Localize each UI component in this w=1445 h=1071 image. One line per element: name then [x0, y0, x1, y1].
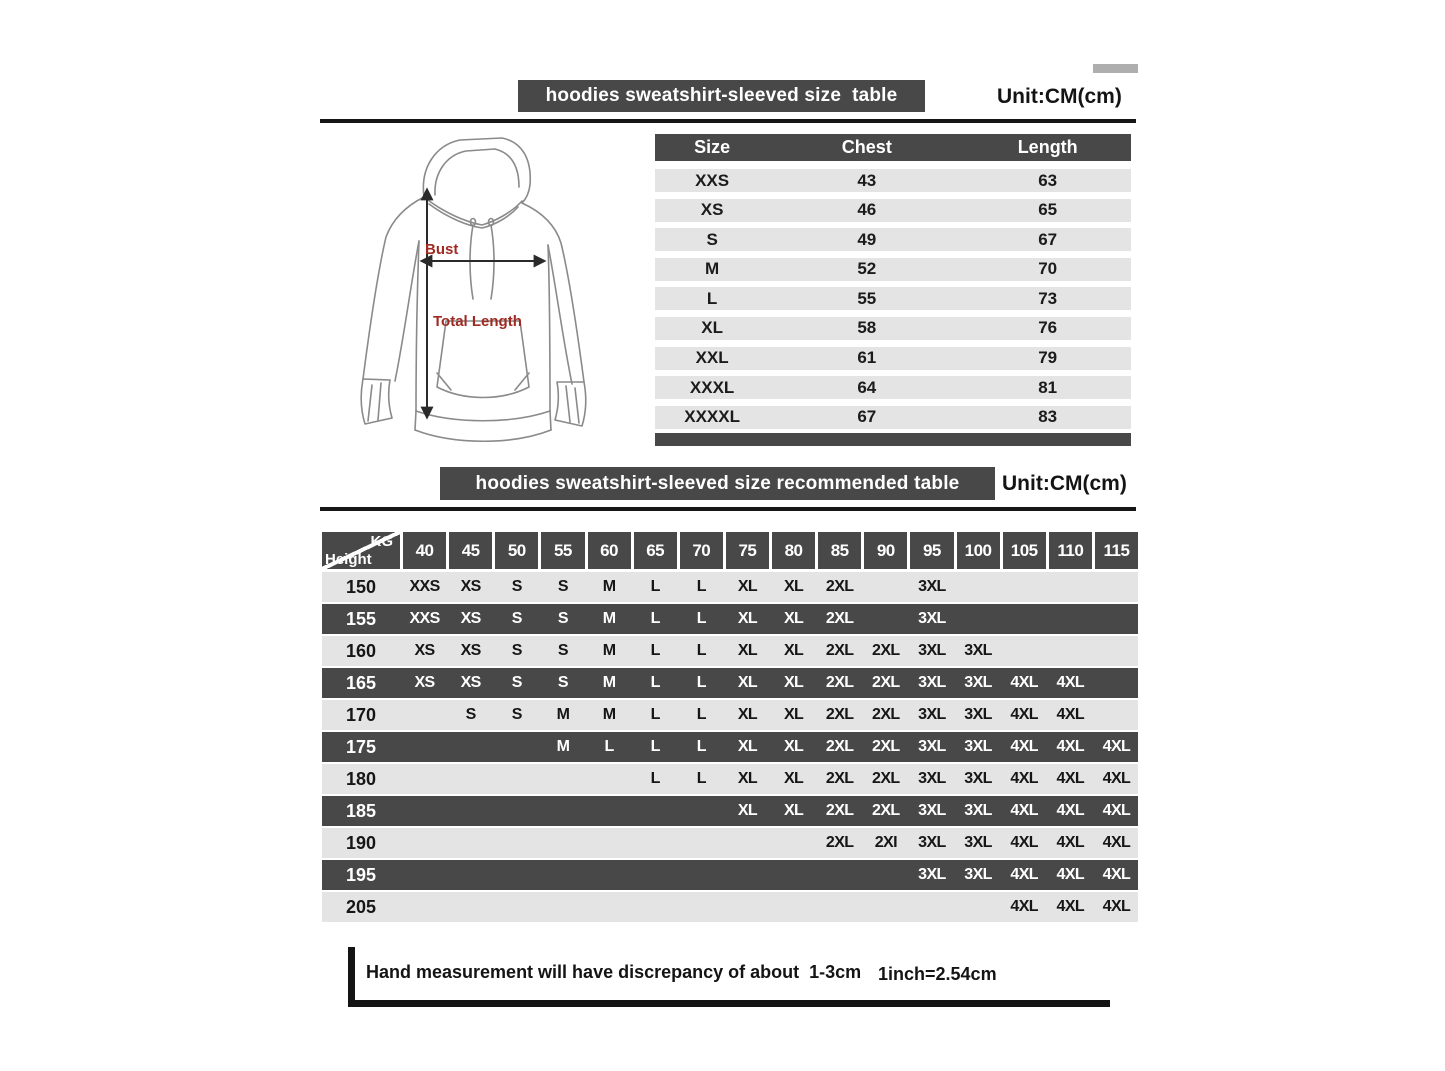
- size-recommendation-cell: 3XL: [964, 866, 992, 883]
- weight-header-cell: 90: [864, 532, 907, 569]
- size-cell-value: XL: [701, 318, 723, 338]
- height-cell: 175: [345, 736, 377, 757]
- size-column-header: Size: [694, 137, 731, 157]
- recommended-row: [322, 604, 1138, 634]
- size-recommendation-cell: 4XL: [1056, 770, 1085, 787]
- size-recommendation-cell: 2XL: [872, 802, 900, 819]
- size-recommendation-cell: 4XL: [1010, 802, 1038, 819]
- footer-bracket-vertical: [348, 947, 355, 1007]
- size-recommendation-cell: L: [604, 738, 614, 755]
- recommended-row: [322, 636, 1138, 666]
- recommended-row: [322, 732, 1138, 762]
- size-table-unit: Unit:CM(cm): [997, 85, 1122, 108]
- size-table-title-bar: [518, 80, 925, 112]
- size-table-body: [655, 169, 1131, 429]
- size-recommendation-cell: L: [696, 770, 706, 787]
- size-recommendation-cell: 4XL: [1010, 834, 1038, 851]
- recommended-row: [322, 700, 1138, 730]
- size-recommendation-cell: 3XL: [918, 834, 946, 851]
- size-recommendation-cell: XS: [460, 642, 481, 659]
- recommended-row: [322, 860, 1138, 890]
- size-cell-value: 76: [1038, 318, 1058, 338]
- size-cell-value: 43: [857, 170, 877, 190]
- weight-header-cell: 105: [1003, 532, 1046, 569]
- height-cell: 165: [345, 672, 377, 693]
- size-recommendation-cell: XL: [737, 642, 758, 659]
- bust-label: Bust: [425, 241, 459, 258]
- size-recommendation-cell: L: [696, 738, 706, 755]
- size-cell-value: 61: [857, 348, 877, 368]
- size-cell-value: XS: [700, 200, 724, 220]
- size-recommendation-cell: L: [696, 706, 706, 723]
- size-recommendation-cell: 3XL: [964, 674, 992, 691]
- size-recommendation-cell: 3XL: [964, 738, 992, 755]
- recommended-row: [322, 796, 1138, 826]
- weight-header-cell: 65: [634, 532, 677, 569]
- size-table-bottom-bar: [655, 433, 1131, 446]
- size-recommendation-cell: 4XL: [1102, 834, 1131, 851]
- size-recommendation-cell: S: [557, 578, 568, 595]
- size-recommendation-cell: 2XL: [872, 738, 900, 755]
- weight-header-cell: 50: [495, 532, 538, 569]
- weight-header-cell: 75: [726, 532, 769, 569]
- height-cell: 190: [345, 832, 377, 853]
- size-recommendation-cell: XS: [460, 578, 481, 595]
- size-recommendation-cell: M: [602, 706, 616, 723]
- corner-kg-label: KG: [370, 533, 393, 550]
- size-recommendation-cell: XL: [737, 738, 758, 755]
- size-recommendation-cell: L: [696, 642, 706, 659]
- size-cell-value: 63: [1038, 170, 1058, 190]
- size-recommendation-cell: 3XL: [918, 578, 946, 595]
- size-cell-value: 65: [1038, 200, 1058, 220]
- size-recommendation-cell: 4XL: [1010, 674, 1038, 691]
- size-recommendation-cell: 2XL: [825, 738, 854, 755]
- size-recommendation-cell: XL: [783, 738, 804, 755]
- size-recommendation-cell: 4XL: [1102, 898, 1131, 915]
- size-table-row: [655, 376, 1131, 399]
- height-cell: 185: [345, 800, 377, 821]
- size-cell-value: 83: [1038, 407, 1058, 427]
- size-recommendation-cell: 3XL: [918, 610, 946, 627]
- size-recommendation-cell: 4XL: [1102, 738, 1131, 755]
- size-recommendation-cell: L: [696, 674, 706, 691]
- size-recommendation-cell: L: [650, 642, 660, 659]
- recommended-row: [322, 828, 1138, 858]
- size-recommendation-cell: 4XL: [1056, 738, 1085, 755]
- size-recommendation-cell: 2XL: [872, 642, 900, 659]
- size-recommendation-cell: 3XL: [918, 738, 946, 755]
- size-recommendation-cell: L: [650, 610, 660, 627]
- size-recommendation-cell: 4XL: [1102, 866, 1131, 883]
- size-recommendation-cell: 3XL: [918, 706, 946, 723]
- size-table-title: hoodies sweatshirt-sleeved size table: [545, 85, 898, 106]
- size-recommendation-cell: M: [602, 578, 616, 595]
- size-cell-value: 52: [857, 259, 877, 279]
- size-recommendation-cell: 4XL: [1056, 802, 1085, 819]
- size-recommendation-cell: 3XL: [918, 642, 946, 659]
- size-recommendation-cell: XL: [783, 578, 804, 595]
- weight-header-cell: 55: [541, 532, 584, 569]
- size-recommendation-cell: S: [557, 642, 568, 659]
- size-recommendation-cell: S: [511, 578, 522, 595]
- recommended-row: [322, 668, 1138, 698]
- size-cell-value: 73: [1038, 288, 1058, 308]
- size-recommendation-cell: L: [650, 738, 660, 755]
- recommended-table: [322, 532, 1138, 922]
- size-recommendation-cell: 3XL: [918, 802, 946, 819]
- size-recommendation-cell: 4XL: [1010, 898, 1038, 915]
- size-table-row: [655, 199, 1131, 222]
- height-cell: 205: [345, 896, 377, 917]
- size-recommendation-cell: 2XL: [872, 706, 900, 723]
- weight-header-cell: 100: [957, 532, 1000, 569]
- size-table-row: [655, 287, 1131, 310]
- size-recommendation-cell: S: [465, 706, 476, 723]
- weight-header-cell: 110: [1049, 532, 1092, 569]
- size-cell-value: XXXXL: [684, 407, 740, 427]
- size-recommendation-cell: M: [602, 642, 616, 659]
- height-cell: 180: [345, 768, 377, 789]
- scan-artifact-dash: [1093, 64, 1138, 73]
- size-table-row: [655, 169, 1131, 192]
- weight-header-cell: 80: [772, 532, 815, 569]
- size-table-row: [655, 347, 1131, 370]
- weight-header-cell: 115: [1095, 532, 1138, 569]
- size-cell-value: 55: [857, 288, 877, 308]
- size-recommendation-cell: S: [557, 674, 568, 691]
- size-recommendation-cell: 2XL: [872, 770, 900, 787]
- size-recommendation-cell: 3XL: [964, 642, 992, 659]
- size-recommendation-cell: 4XL: [1010, 738, 1038, 755]
- height-cell: 155: [345, 608, 377, 629]
- size-cell-value: M: [705, 259, 720, 279]
- size-cell-value: L: [706, 288, 718, 308]
- size-recommendation-cell: XL: [783, 674, 804, 691]
- size-recommendation-cell: 3XL: [964, 834, 992, 851]
- size-cell-value: XXXL: [689, 377, 735, 397]
- size-recommendation-cell: S: [511, 706, 522, 723]
- size-recommendation-cell: XS: [414, 674, 435, 691]
- size-recommendation-cell: XL: [783, 610, 804, 627]
- size-recommendation-cell: 2XI: [874, 834, 897, 851]
- size-recommendation-cell: 3XL: [918, 770, 946, 787]
- size-recommendation-cell: XL: [737, 802, 758, 819]
- height-cell: 150: [345, 576, 377, 597]
- total-length-label: Total Length: [433, 313, 522, 330]
- size-recommendation-cell: 4XL: [1010, 770, 1038, 787]
- size-recommendation-cell: 4XL: [1102, 802, 1131, 819]
- size-recommendation-cell: L: [696, 610, 706, 627]
- recommended-row: [322, 764, 1138, 794]
- recommended-table-title-bar: [440, 467, 995, 500]
- size-recommendation-cell: 4XL: [1056, 674, 1085, 691]
- size-table-row: [655, 317, 1131, 340]
- size-recommendation-cell: L: [696, 578, 706, 595]
- size-recommendation-cell: 2XL: [825, 834, 854, 851]
- size-recommendation-cell: 2XL: [825, 642, 854, 659]
- size-recommendation-cell: XL: [783, 770, 804, 787]
- size-recommendation-cell: M: [556, 706, 570, 723]
- size-cell-value: 79: [1038, 348, 1058, 368]
- weight-header-cell: 85: [818, 532, 861, 569]
- size-table: [655, 134, 1131, 446]
- size-table-row: [655, 406, 1131, 429]
- size-recommendation-cell: M: [556, 738, 570, 755]
- size-recommendation-cell: L: [650, 674, 660, 691]
- size-recommendation-cell: 2XL: [825, 706, 854, 723]
- size-recommendation-cell: L: [650, 578, 660, 595]
- size-recommendation-cell: XL: [737, 674, 758, 691]
- recommended-table-body: [322, 572, 1138, 922]
- size-recommendation-cell: L: [650, 770, 660, 787]
- size-recommendation-cell: XL: [783, 642, 804, 659]
- weight-header-cell: 45: [449, 532, 492, 569]
- recommended-table-title: hoodies sweatshirt-sleeved size recommended table: [475, 472, 960, 494]
- size-recommendation-cell: 2XL: [825, 578, 854, 595]
- size-column-header: Chest: [841, 137, 892, 157]
- size-recommendation-cell: 2XL: [825, 674, 854, 691]
- size-recommendation-cell: XS: [414, 642, 435, 659]
- weight-header-cell: 40: [403, 532, 446, 569]
- size-recommendation-cell: XXS: [409, 578, 440, 595]
- size-recommendation-cell: XS: [460, 674, 481, 691]
- hoodie-outline: [361, 138, 585, 441]
- recommended-table-unit: Unit:CM(cm): [1002, 472, 1127, 495]
- size-recommendation-cell: M: [602, 674, 616, 691]
- size-cell-value: 67: [857, 407, 877, 427]
- size-cell-value: XXS: [695, 170, 730, 190]
- height-cell: 160: [345, 640, 377, 661]
- size-table-row: [655, 258, 1131, 281]
- size-recommendation-cell: 4XL: [1010, 706, 1038, 723]
- size-recommendation-cell: XL: [737, 706, 758, 723]
- height-cell: 195: [345, 864, 377, 885]
- size-recommendation-cell: XXS: [409, 610, 440, 627]
- size-recommendation-cell: S: [511, 610, 522, 627]
- weight-header-cell: 95: [910, 532, 953, 569]
- size-recommendation-cell: 4XL: [1056, 834, 1085, 851]
- size-cell-value: S: [706, 229, 718, 249]
- size-recommendation-cell: XL: [783, 802, 804, 819]
- size-recommendation-cell: XL: [737, 610, 758, 627]
- size-recommendation-cell: 4XL: [1010, 866, 1038, 883]
- weight-header-cell: 70: [680, 532, 723, 569]
- corner-height-label: Height: [325, 551, 372, 568]
- size-recommendation-cell: 3XL: [918, 674, 946, 691]
- height-cell: 170: [345, 704, 377, 725]
- size-recommendation-cell: 4XL: [1102, 770, 1131, 787]
- size-recommendation-cell: 2XL: [872, 674, 900, 691]
- weight-header-cell: 60: [588, 532, 631, 569]
- size-recommendation-cell: XL: [783, 706, 804, 723]
- size-cell-value: XXL: [695, 348, 729, 368]
- size-cell-value: 58: [857, 318, 877, 338]
- size-table-row: [655, 228, 1131, 251]
- size-recommendation-cell: 3XL: [918, 866, 946, 883]
- size-table-header-row: [655, 134, 1131, 161]
- size-recommendation-cell: 4XL: [1056, 866, 1085, 883]
- size-cell-value: 67: [1038, 229, 1058, 249]
- size-recommendation-cell: 3XL: [964, 706, 992, 723]
- recommended-row: [322, 892, 1138, 922]
- size-cell-value: 46: [857, 200, 877, 220]
- size-recommendation-cell: S: [557, 610, 568, 627]
- size-recommendation-cell: S: [511, 642, 522, 659]
- kg-height-corner-cell: [322, 532, 400, 569]
- size-cell-value: 49: [857, 229, 877, 249]
- recommended-row: [322, 572, 1138, 602]
- size-recommendation-cell: L: [650, 706, 660, 723]
- size-recommendation-cell: XL: [737, 770, 758, 787]
- size-recommendation-cell: XS: [460, 610, 481, 627]
- size-recommendation-cell: S: [511, 674, 522, 691]
- size-recommendation-cell: M: [602, 610, 616, 627]
- recommended-table-header-row: [322, 532, 1138, 569]
- size-recommendation-cell: 2XL: [825, 770, 854, 787]
- measurement-discrepancy-note: Hand measurement will have discrepancy of about 1-3cm: [366, 962, 862, 982]
- size-cell-value: 81: [1038, 377, 1058, 397]
- size-cell-value: 70: [1038, 259, 1058, 279]
- size-recommendation-cell: 3XL: [964, 802, 992, 819]
- divider-middle: [320, 507, 1136, 511]
- size-recommendation-cell: 3XL: [964, 770, 992, 787]
- size-recommendation-cell: 4XL: [1056, 706, 1085, 723]
- size-recommendation-cell: 2XL: [825, 610, 854, 627]
- size-recommendation-cell: 2XL: [825, 802, 854, 819]
- size-column-header: Length: [1017, 137, 1078, 157]
- hoodie-diagram: [332, 133, 632, 458]
- size-recommendation-cell: 4XL: [1056, 898, 1085, 915]
- size-recommendation-cell: XL: [737, 578, 758, 595]
- size-cell-value: 64: [857, 377, 877, 397]
- inch-conversion-note: 1inch=2.54cm: [878, 964, 997, 984]
- footer-bracket-horizontal: [348, 1000, 1110, 1007]
- divider-top: [320, 119, 1136, 123]
